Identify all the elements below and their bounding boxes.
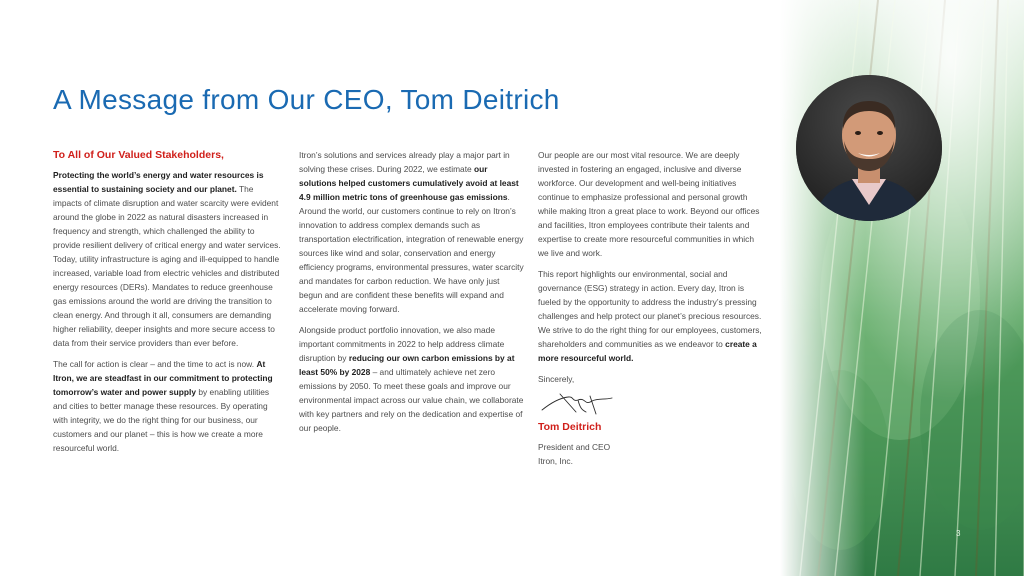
letter-column-3 — [538, 148, 764, 468]
emphasis-text: reducing our own carbon emissions by at least 50% by 2028 — [299, 353, 515, 377]
portrait-photo — [796, 75, 942, 221]
body-text: . Around the world, our customers continue to rely on Itron’s innovation to address complex demands such as transportation electrification, integration of renewable energy sources like wind and solar, conservation and energy efficiency programs, environmental pressures, water scarcity and mandates for carbon reduction. We have only just begun and are confident these benefits will expand and accelerate moving forward. — [299, 192, 524, 314]
handwritten-signature — [538, 388, 616, 418]
body-text: – and ultimately achieve net zero emissions by 2050. To meet these goals and improve our environmental impact across our value chain, we collaborate with key partners and rely on the dedication and expertise of our people. — [299, 367, 524, 433]
paragraph — [53, 357, 281, 455]
emphasis-text: At Itron, we are steadfast in our commitment to protecting tomorrow’s water and power supply — [53, 359, 273, 397]
body-text: Itron’s solutions and services already play a major part in solving these crises. During 2022, we estimate — [299, 150, 510, 174]
body-text: This report highlights our environmental, social and governance (ESG) strategy in action. Every day, Itron is fueled by the opportunity to address the industry’s pressing challenges and help protect our planet’s precious resources. We strive to do the right thing for our employees, customers, shareholders and communities as we endeavor to — [538, 269, 762, 349]
body-text: by enabling utilities and cities to better manage these resources. By operating with integrity, we do the right thing for our business, our customers and our planet – this is how we create a more resourceful world. — [53, 387, 270, 453]
signature-role: President and CEO — [538, 442, 611, 452]
emphasis-text: create a more resourceful world. — [538, 339, 757, 363]
signature-company: Itron, Inc. — [538, 456, 573, 466]
paragraph — [299, 323, 525, 435]
signature-name: Tom Deitrich — [538, 421, 602, 433]
letter-column-2 — [299, 148, 525, 442]
body-text: The impacts of climate disruption and water scarcity were evident around the globe in 2022 as natural disasters increased in frequency and strength, which challenged the ability to provide resilient delivery of critical energy and water services. Today, utility infrastructure is aging and ill-equipped to handle increased, variable load from electric vehicles and distributed energy resources (DERs). Mandates to reduce greenhouse gas emissions around the world are driving the transition to clean energy. And through it all, consumers are demanding higher reliability, deeper insights and more secure access to data from their service providers than ever before. — [53, 184, 281, 348]
emphasis-text: Protecting the world’s energy and water resources is essential to sustaining society and our planet. — [53, 170, 264, 194]
greeting: To All of Our Valued Stakeholders, — [53, 149, 224, 161]
page-number: 3 — [956, 529, 961, 538]
paragraph — [53, 168, 281, 350]
ceo-portrait — [796, 75, 942, 221]
closing-text: Sincerely, — [538, 374, 575, 384]
letter-column-1 — [53, 148, 281, 462]
paragraph — [299, 148, 525, 316]
body-text: Alongside product portfolio innovation, we also made important commitments in 2022 to help address climate disruption by — [299, 325, 505, 363]
paragraph — [538, 267, 764, 365]
body-text: The call for action is clear – and the time to act is now. — [53, 359, 257, 369]
emphasis-text: our solutions helped customers cumulatively avoid at least 4.9 million metric tons of greenhouse gas emissions — [299, 164, 519, 202]
page-title: A Message from Our CEO, Tom Deitrich — [53, 84, 560, 115]
paragraph: Our people are our most vital resource. We are deeply invested in fostering an engaged, inclusive and diverse workforce. Our development and well-being initiatives continue to emphasize professional and personal growth while making Itron a great place to work. Beyond our offices and facilities, Itron employees contribute their talents and expertise to create more resourceful communities in which we live and work. — [538, 150, 760, 258]
